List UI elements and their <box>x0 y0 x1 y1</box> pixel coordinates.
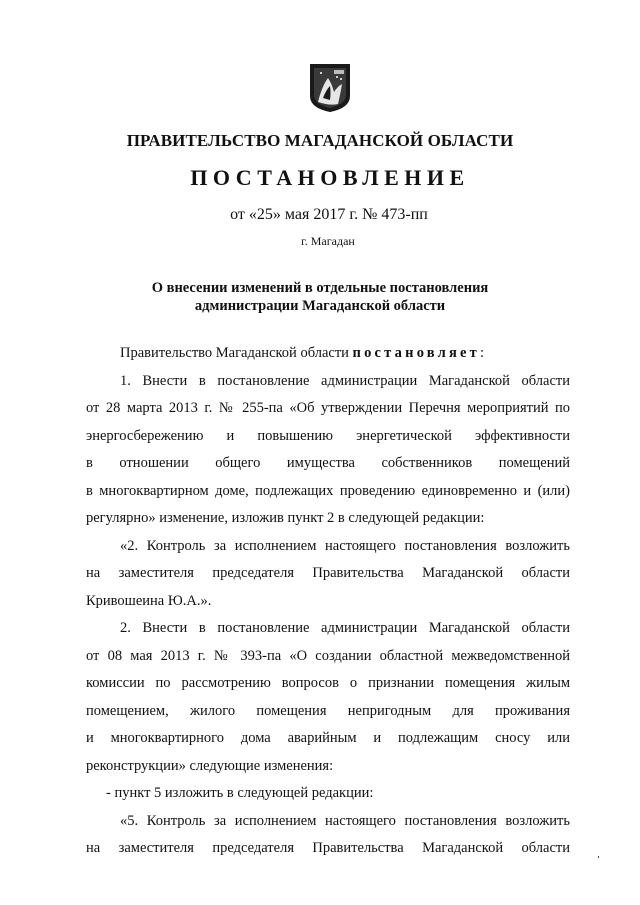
body-line: энергосбережению и повышению энергетической эффективности <box>86 427 570 444</box>
body-line: в многоквартирном доме, подлежащих проведению единовременно и (или) <box>86 482 570 499</box>
body-line: реконструкции» следующие изменения: <box>86 757 334 774</box>
preamble-decree-word: постановляет <box>352 345 480 361</box>
preamble-text: Правительство Магаданской области <box>120 345 353 361</box>
government-title: ПРАВИТЕЛЬСТВО МАГАДАНСКОЙ ОБЛАСТИ <box>126 131 514 150</box>
body-line: на заместителя председателя Правительства Магаданской области <box>86 840 570 856</box>
document-subject <box>0 279 640 315</box>
body-line: 1. Внести в постановление администрации Магаданской области <box>120 372 570 389</box>
body-line: Кривошеина Ю.А.». <box>86 592 212 609</box>
preamble-colon: : <box>479 345 484 361</box>
body-line: в отношении общего имущества собственников помещений <box>86 455 570 471</box>
document-date-number: от «25» мая 2017 г. № 473-пп <box>230 206 428 223</box>
body-line: на заместителя председателя Правительства Магаданской области <box>86 565 570 581</box>
body-line: «2. Контроль за исполнением настоящего постановления возложить <box>120 537 570 554</box>
body-line: комиссии по рассмотрению вопросов о признании помещения жилым <box>86 675 570 691</box>
subject-line: О внесении изменений в отдельные постановления <box>151 280 489 296</box>
body-line: - пункт 5 изложить в следующей редакции: <box>106 785 374 801</box>
body-line: 2. Внести в постановление администрации Магаданской области <box>120 620 570 636</box>
document-city: г. Магадан <box>301 234 355 248</box>
body-line: «5. Контроль за исполнением настоящего постановления возложить <box>120 812 570 829</box>
document-body <box>86 340 570 863</box>
scan-speck <box>598 856 599 858</box>
subject-line: администрации Магаданской области <box>194 298 446 314</box>
body-line: и многоквартирного дома аварийным и подлежащим сносу или <box>86 730 570 746</box>
preamble <box>86 340 570 368</box>
body-line: регулярно» изменение, изложив пункт 2 в следующей редакции: <box>86 510 485 526</box>
body-line: от 08 мая 2013 г. № 393-па «О создании областной межведомственной <box>86 647 570 664</box>
body-line: помещением, жилого помещения непригодным для проживания <box>86 702 570 719</box>
document-type-title: ПОСТАНОВЛЕНИЕ <box>190 165 470 190</box>
body-line: от 28 марта 2013 г. № 255-па «Об утверждении Перечня мероприятий по <box>86 400 570 416</box>
coat-of-arms-emblem <box>308 62 352 114</box>
